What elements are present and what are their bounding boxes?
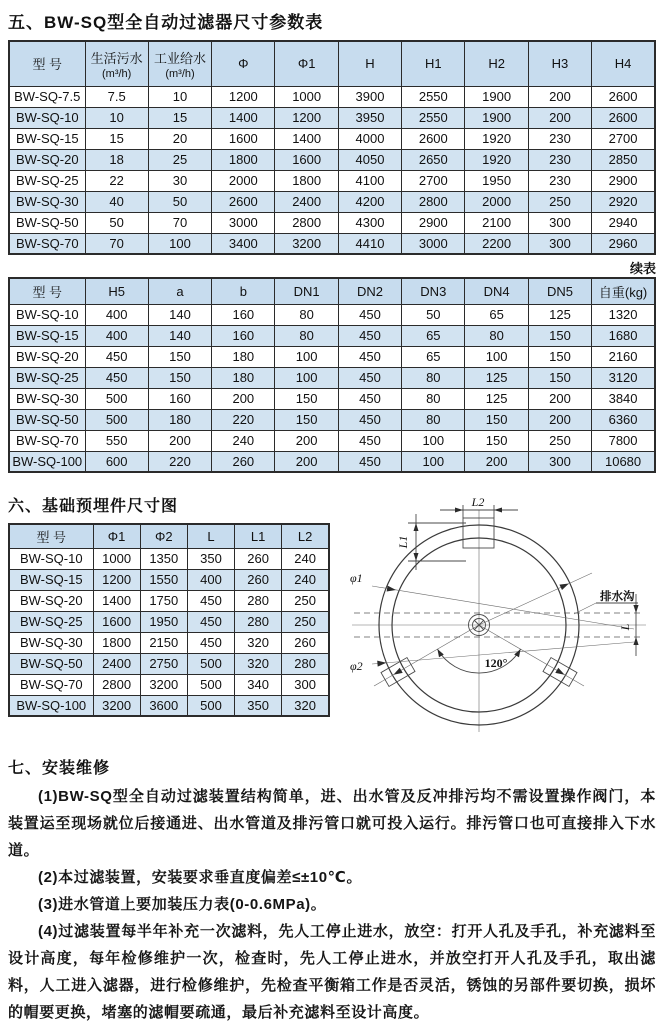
table-cell: 500 (187, 653, 234, 674)
table-cell: BW-SQ-25 (9, 367, 85, 388)
table-cell: 100 (402, 430, 465, 451)
table-cell: 100 (148, 233, 211, 254)
table-cell: 400 (85, 304, 148, 325)
table-cell: 50 (85, 212, 148, 233)
table-cell: 1550 (140, 569, 187, 590)
table-cell: 450 (338, 409, 401, 430)
table-cell: 7800 (592, 430, 655, 451)
maintenance-paragraph-2: (2)本过滤装置，安装要求垂直度偏差≤±10℃。 (38, 869, 363, 886)
table-cell: 300 (528, 212, 591, 233)
table-cell: 450 (338, 430, 401, 451)
table-row (9, 695, 329, 716)
table-cell: 3200 (140, 674, 187, 695)
table-cell: 1900 (465, 107, 528, 128)
table-cell: BW-SQ-100 (9, 451, 85, 472)
table-cell: 140 (148, 304, 211, 325)
table-cell: 2000 (465, 191, 528, 212)
table-row (9, 569, 329, 590)
table-cell: 3120 (592, 367, 655, 388)
table-cell: 500 (85, 388, 148, 409)
table-cell: 1750 (140, 590, 187, 611)
table-cell: 22 (85, 170, 148, 191)
table-row (9, 128, 655, 149)
table-cell: 2100 (465, 212, 528, 233)
column-header: Φ1 (93, 524, 140, 548)
table-cell: 2600 (212, 191, 275, 212)
column-header: DN5 (528, 278, 591, 304)
table-row (9, 590, 329, 611)
column-header: DN3 (402, 278, 465, 304)
table-row (9, 653, 329, 674)
table-cell: 40 (85, 191, 148, 212)
table-cell: 2700 (592, 128, 655, 149)
table-cell: BW-SQ-7.5 (9, 86, 85, 107)
table-cell: 280 (235, 611, 282, 632)
column-header: DN1 (275, 278, 338, 304)
column-header: 生活污水 (m³/h) (85, 41, 148, 86)
table-cell: 280 (282, 653, 329, 674)
dim-label-L2: L2 (471, 495, 485, 509)
table-cell: 2550 (402, 86, 465, 107)
table-cell: 10 (85, 107, 148, 128)
table-cell: 1800 (275, 170, 338, 191)
table-cell: 1320 (592, 304, 655, 325)
table-cell: 80 (402, 367, 465, 388)
table-cell: 200 (528, 409, 591, 430)
anchor-pocket-top (463, 518, 494, 548)
column-header: L1 (235, 524, 282, 548)
table-cell: 200 (528, 388, 591, 409)
table-cell: 150 (148, 346, 211, 367)
table-cell: 1350 (140, 548, 187, 569)
table-cell: BW-SQ-15 (9, 569, 93, 590)
table-cell: 240 (212, 430, 275, 451)
table-cell: 1900 (465, 86, 528, 107)
column-header: L2 (282, 524, 329, 548)
table-cell: 2800 (275, 212, 338, 233)
table-cell: 2600 (592, 86, 655, 107)
drain-label: 排水沟 (600, 591, 635, 603)
table-cell: 160 (212, 304, 275, 325)
table-cell: 100 (275, 367, 338, 388)
table-cell: 200 (528, 86, 591, 107)
table-cell: 200 (275, 430, 338, 451)
table-row (9, 149, 655, 170)
table-cell: 2800 (93, 674, 140, 695)
table-cell: BW-SQ-50 (9, 212, 85, 233)
column-header: H3 (528, 41, 591, 86)
table-cell: 2400 (93, 653, 140, 674)
table-cell: 65 (402, 325, 465, 346)
column-header: b (212, 278, 275, 304)
table-cell: 3000 (402, 233, 465, 254)
table-cell: 100 (465, 346, 528, 367)
table-cell: 50 (148, 191, 211, 212)
table-cell: 10 (148, 86, 211, 107)
table-cell: 10680 (592, 451, 655, 472)
table-cell: 2200 (465, 233, 528, 254)
table-cell: 450 (338, 388, 401, 409)
table-cell: 260 (282, 632, 329, 653)
table-row (9, 346, 655, 367)
section7-title: 七、安装维修 (8, 760, 111, 777)
table-cell: 450 (338, 346, 401, 367)
table-cell: 2600 (402, 128, 465, 149)
table-cell: 2900 (402, 212, 465, 233)
table-cell: 450 (187, 632, 234, 653)
foundation-embedment-diagram (344, 496, 660, 736)
table-cell: 300 (528, 451, 591, 472)
table-cell: 250 (282, 590, 329, 611)
table-cell: 2700 (402, 170, 465, 191)
table-cell: 1920 (465, 128, 528, 149)
table-cell: 500 (85, 409, 148, 430)
dim-label-L: L (618, 623, 632, 631)
table-cell: 450 (338, 325, 401, 346)
table-cell: 450 (85, 367, 148, 388)
table-cell: 1400 (275, 128, 338, 149)
table-cell: 2920 (592, 191, 655, 212)
table-cell: 1600 (275, 149, 338, 170)
column-header: H4 (592, 41, 655, 86)
table-cell: 80 (275, 304, 338, 325)
table-cell: 125 (465, 367, 528, 388)
column-header: Φ (212, 41, 275, 86)
table-cell: 2960 (592, 233, 655, 254)
table-cell: BW-SQ-25 (9, 170, 85, 191)
table-cell: 80 (402, 409, 465, 430)
table-cell: 300 (282, 674, 329, 695)
table-cell: 4000 (338, 128, 401, 149)
table-row (9, 325, 655, 346)
table-cell: 4410 (338, 233, 401, 254)
table-cell: 1920 (465, 149, 528, 170)
column-header: 型 号 (9, 278, 85, 304)
table-cell: 550 (85, 430, 148, 451)
table-row (9, 367, 655, 388)
table-cell: 150 (465, 409, 528, 430)
table-cell: 150 (275, 388, 338, 409)
table-cell: 1950 (140, 611, 187, 632)
table-cell: 1400 (212, 107, 275, 128)
table-cell: 260 (235, 569, 282, 590)
column-header: DN4 (465, 278, 528, 304)
table-row (9, 388, 655, 409)
table-cell: 320 (282, 695, 329, 716)
table-row (9, 548, 329, 569)
table-cell: 230 (528, 128, 591, 149)
table-cell: BW-SQ-10 (9, 107, 85, 128)
table-cell: BW-SQ-15 (9, 128, 85, 149)
table-cell: 2160 (592, 346, 655, 367)
table-cell: 500 (187, 674, 234, 695)
column-header: 型 号 (9, 524, 93, 548)
table-cell: 450 (338, 451, 401, 472)
table-cell: 2900 (592, 170, 655, 191)
table-row (9, 86, 655, 107)
table-cell: 1680 (592, 325, 655, 346)
table-cell: 400 (85, 325, 148, 346)
table-cell: 230 (528, 149, 591, 170)
table-cell: 100 (275, 346, 338, 367)
table-cell: 350 (187, 548, 234, 569)
table-cell: 150 (528, 346, 591, 367)
table-row (9, 212, 655, 233)
dim-label-phi2: φ2 (350, 659, 363, 673)
table-cell: 200 (148, 430, 211, 451)
column-header: DN2 (338, 278, 401, 304)
table-cell: 500 (187, 695, 234, 716)
table-cell: 450 (187, 611, 234, 632)
dim-label-phi1: φ1 (350, 571, 363, 585)
table-cell: 260 (212, 451, 275, 472)
table-cell: 250 (528, 430, 591, 451)
table-cell: BW-SQ-20 (9, 346, 85, 367)
table-row (9, 233, 655, 254)
table-cell: 250 (282, 611, 329, 632)
column-header: H (338, 41, 401, 86)
dim-label-L1: L1 (396, 535, 410, 549)
table-cell: 300 (528, 233, 591, 254)
table-cell: 4300 (338, 212, 401, 233)
column-header: Φ1 (275, 41, 338, 86)
table-row (9, 632, 329, 653)
table-row (9, 304, 655, 325)
column-header: L (187, 524, 234, 548)
maintenance-paragraph-4: (4)过滤装置每半年补充一次滤料，先人工停止进水，放空：打开人孔及手孔，补充滤料至设计高度，每年检修维护一次，检查时，先人工停止进水，并放空打开人孔及手孔，取出滤料，人工进入滤器，进行检修维护，先检查平衡箱工作是否灵活，锈蚀的另部件要切换，损坏的帽要更换，堵塞的滤帽要疏通，最后补充滤料至设计高度。 (8, 923, 656, 1021)
continued-table-label: 续表 (629, 261, 656, 276)
table-cell: 2940 (592, 212, 655, 233)
table-cell: BW-SQ-50 (9, 409, 85, 430)
table-cell: BW-SQ-10 (9, 548, 93, 569)
table-cell: 150 (148, 367, 211, 388)
table-cell: BW-SQ-20 (9, 149, 85, 170)
table-cell: 160 (212, 325, 275, 346)
table-cell: 260 (235, 548, 282, 569)
table-cell: 65 (402, 346, 465, 367)
table-cell: 450 (187, 590, 234, 611)
table-cell: 600 (85, 451, 148, 472)
table-cell: 2550 (402, 107, 465, 128)
table-cell: BW-SQ-10 (9, 304, 85, 325)
table-cell: 65 (465, 304, 528, 325)
table-cell: 180 (212, 346, 275, 367)
table-cell: 3900 (338, 86, 401, 107)
table-cell: BW-SQ-30 (9, 191, 85, 212)
table-cell: 450 (338, 367, 401, 388)
table-cell: 1000 (275, 86, 338, 107)
table-row (9, 430, 655, 451)
table-cell: 3000 (212, 212, 275, 233)
table-cell: 1000 (93, 548, 140, 569)
table-cell: 3400 (212, 233, 275, 254)
table-row (9, 409, 655, 430)
table-cell: BW-SQ-15 (9, 325, 85, 346)
filter-dimension-table (8, 40, 656, 255)
table-cell: 250 (528, 191, 591, 212)
table-cell: 3840 (592, 388, 655, 409)
table-cell: 2800 (402, 191, 465, 212)
table-cell: 4100 (338, 170, 401, 191)
document-page (0, 8, 664, 1021)
table-cell: 3950 (338, 107, 401, 128)
table-cell: 450 (85, 346, 148, 367)
table-cell: 200 (212, 388, 275, 409)
table-cell: 180 (212, 367, 275, 388)
column-header: 自重(kg) (592, 278, 655, 304)
table-cell: BW-SQ-70 (9, 430, 85, 451)
section5-title: 五、BW-SQ型全自动过滤器尺寸参数表 (8, 13, 324, 32)
table-cell: 320 (235, 632, 282, 653)
table-cell: 2650 (402, 149, 465, 170)
foundation-diagram-box (344, 496, 660, 741)
column-header: 型 号 (9, 41, 85, 86)
table-cell: 140 (148, 325, 211, 346)
table-cell: 70 (85, 233, 148, 254)
table-cell: 220 (148, 451, 211, 472)
table-row (9, 451, 655, 472)
maintenance-paragraph-1: (1)BW-SQ型全自动过滤装置结构简单，进、出水管及反冲排污均不需设置操作阀门，本装置运至现场就位后接通进、出水管道及排污管口就可投入运行。排污管口也可直接排入下水道。 (8, 788, 656, 859)
table-cell: 340 (235, 674, 282, 695)
table-row (9, 191, 655, 212)
table-cell: BW-SQ-20 (9, 590, 93, 611)
table-cell: 220 (212, 409, 275, 430)
table-cell: BW-SQ-70 (9, 674, 93, 695)
column-header: H1 (402, 41, 465, 86)
angle-label: 120° (484, 656, 508, 670)
table-cell: 15 (85, 128, 148, 149)
table-cell: 200 (275, 451, 338, 472)
maintenance-paragraph-3: (3)进水管道上要加装压力表(0-0.6MPa)。 (38, 896, 327, 913)
table-cell: 18 (85, 149, 148, 170)
table-cell: 7.5 (85, 86, 148, 107)
column-header: a (148, 278, 211, 304)
table-cell: 1800 (212, 149, 275, 170)
table-cell: 150 (528, 325, 591, 346)
table-cell: 80 (275, 325, 338, 346)
table-cell: 125 (528, 304, 591, 325)
table-cell: 450 (338, 304, 401, 325)
table-cell: BW-SQ-30 (9, 388, 85, 409)
table-row (9, 611, 329, 632)
table-cell: 150 (465, 430, 528, 451)
table-cell: 230 (528, 170, 591, 191)
table-row (9, 170, 655, 191)
table-cell: 150 (528, 367, 591, 388)
table-cell: 320 (235, 653, 282, 674)
table-cell: 2150 (140, 632, 187, 653)
section6-title: 六、基础预埋件尺寸图 (8, 498, 179, 515)
table-cell: 125 (465, 388, 528, 409)
table-cell: 180 (148, 409, 211, 430)
table-cell: 1200 (212, 86, 275, 107)
table-cell: 15 (148, 107, 211, 128)
table-row (9, 107, 655, 128)
table-cell: 6360 (592, 409, 655, 430)
table-cell: 1200 (275, 107, 338, 128)
filter-dimension-table-continued (8, 277, 656, 473)
column-header: 工业给水 (m³/h) (148, 41, 211, 86)
table-cell: 1950 (465, 170, 528, 191)
table-cell: 4200 (338, 191, 401, 212)
table-cell: 80 (402, 388, 465, 409)
table-cell: 200 (465, 451, 528, 472)
table-cell: 1200 (93, 569, 140, 590)
table-cell: 280 (235, 590, 282, 611)
table-cell: 30 (148, 170, 211, 191)
column-header: Φ2 (140, 524, 187, 548)
table-cell: BW-SQ-70 (9, 233, 85, 254)
table-cell: 240 (282, 569, 329, 590)
table-cell: BW-SQ-100 (9, 695, 93, 716)
table-cell: 400 (187, 569, 234, 590)
table-cell: 1800 (93, 632, 140, 653)
table-cell: BW-SQ-50 (9, 653, 93, 674)
table-cell: 2850 (592, 149, 655, 170)
table-cell: 1400 (93, 590, 140, 611)
table-cell: 3200 (93, 695, 140, 716)
table-cell: BW-SQ-30 (9, 632, 93, 653)
table-cell: 2750 (140, 653, 187, 674)
table-cell: 25 (148, 149, 211, 170)
table-cell: 50 (402, 304, 465, 325)
table-cell: 350 (235, 695, 282, 716)
table-cell: 2600 (592, 107, 655, 128)
table-cell: 2400 (275, 191, 338, 212)
column-header: H5 (85, 278, 148, 304)
table-cell: 200 (528, 107, 591, 128)
table-cell: 4050 (338, 149, 401, 170)
table-cell: 3600 (140, 695, 187, 716)
table-cell: 150 (275, 409, 338, 430)
table-cell: BW-SQ-25 (9, 611, 93, 632)
table-cell: 80 (465, 325, 528, 346)
table-row (9, 674, 329, 695)
table-cell: 3200 (275, 233, 338, 254)
table-cell: 1600 (212, 128, 275, 149)
column-header: H2 (465, 41, 528, 86)
table-cell: 2000 (212, 170, 275, 191)
maintenance-text (8, 783, 656, 1026)
table-cell: 160 (148, 388, 211, 409)
table-cell: 70 (148, 212, 211, 233)
table-cell: 1600 (93, 611, 140, 632)
table-cell: 20 (148, 128, 211, 149)
table-cell: 100 (402, 451, 465, 472)
foundation-embedment-table (8, 523, 330, 717)
table-cell: 240 (282, 548, 329, 569)
